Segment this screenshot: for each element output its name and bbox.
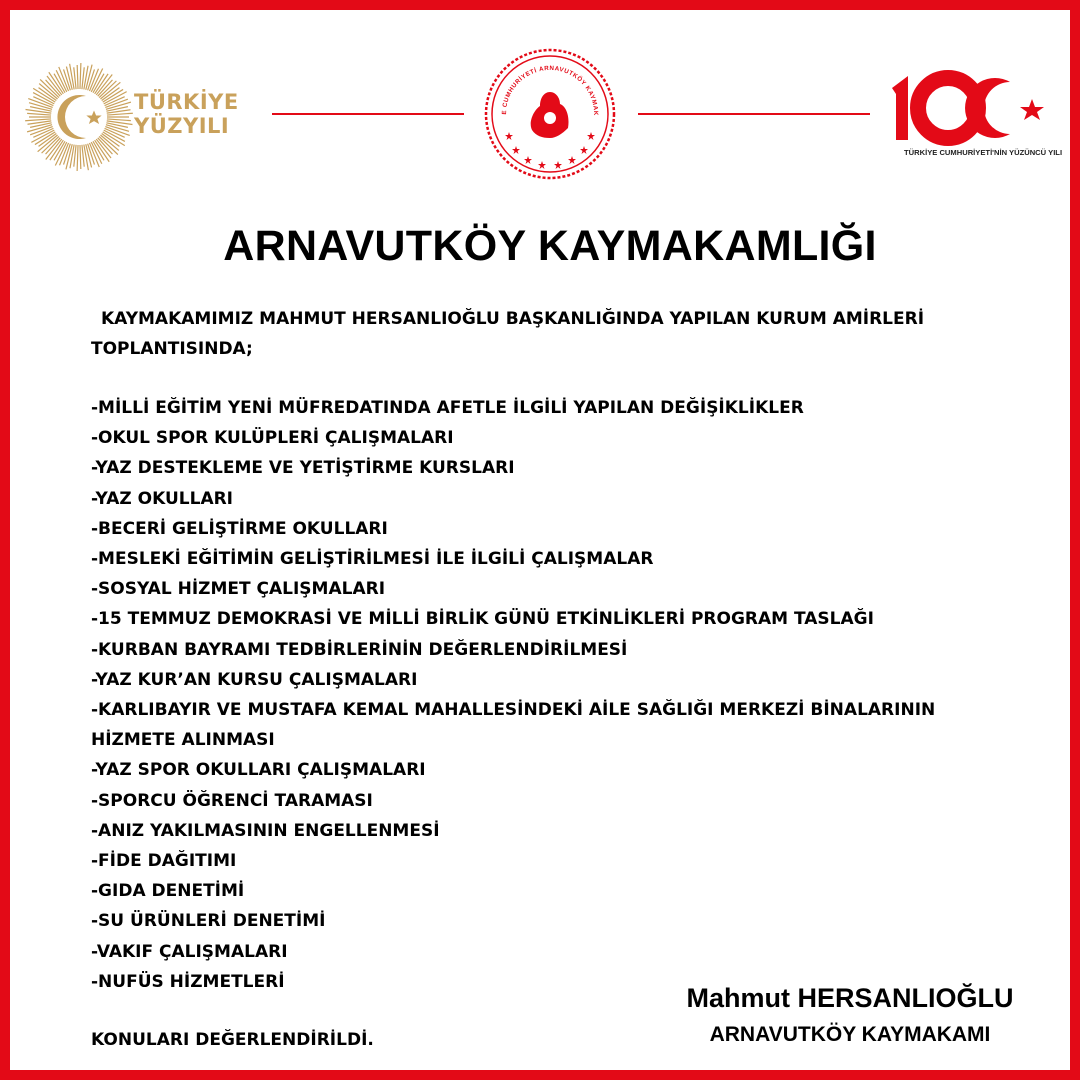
intro-paragraph: [91, 304, 1021, 364]
seal-text: E CUMHURİYETİ ARNAVUTKÖY KAYMAK: [500, 64, 600, 117]
list-item: -KURBAN BAYRAMI TEDBİRLERİNİN DEĞERLENDİRİLMESİ: [91, 639, 628, 660]
anniversary-caption: TÜRKİYE CUMHURİYETİ'NİN YÜZÜNCÜ YILI: [904, 148, 1063, 157]
sunburst-ray: [80, 63, 81, 89]
divider-left: [272, 113, 464, 115]
list-item: -MİLLİ EĞİTİM YENİ MÜFREDATINDA AFETLE İLGİLİ YAPILAN DEĞİŞİKLİKLER: [91, 398, 804, 418]
list-item: -MESLEKİ EĞİTİMİN GELİŞTİRİLMESİ İLE İLGİLİ ÇALIŞMALAR: [91, 549, 654, 570]
page-title: ARNAVUTKÖY KAYMAKAMLIĞI: [223, 222, 877, 270]
sunburst-ray: [107, 113, 133, 115]
sunburst-icon: [24, 62, 134, 172]
sunburst-ray: [80, 145, 81, 169]
list-item: -BECERİ GELİŞTİRME OKULLARI: [91, 518, 388, 539]
turkiye-yuzyili-logo: [24, 62, 254, 172]
list-item: -KARLIBAYIR VE MUSTAFA KEMAL MAHALLESİNDEKİ AİLE SAĞLIĞI MERKEZİ BİNALARININ: [91, 700, 936, 721]
agenda-list: [91, 393, 1026, 997]
intro-line-2: TOPLANTISINDA;: [91, 339, 253, 359]
sunburst-ray: [27, 113, 51, 115]
intro-line-1: KAYMAKAMIMIZ MAHMUT HERSANLIOĞLU BAŞKANLIĞINDA YAPILAN KURUM AMİRLERİ: [101, 309, 925, 329]
sunburst-ray: [25, 119, 51, 121]
divider-right: [638, 113, 870, 115]
sunburst-ray: [107, 119, 131, 121]
list-item: -VAKIF ÇALIŞMALARI: [91, 941, 288, 962]
list-item: HİZMETE ALINMASI: [91, 730, 275, 751]
list-item: -YAZ OKULLARI: [91, 488, 234, 509]
list-item: -GIDA DENETİMİ: [91, 881, 245, 902]
list-item: -ANIZ YAKILMASININ ENGELLENMESİ: [91, 820, 440, 841]
list-item: -NUFÜS HİZMETLERİ: [91, 971, 285, 992]
list-item: -YAZ SPOR OKULLARI ÇALIŞMALARI: [91, 760, 426, 781]
100th-anniversary-logo: [886, 66, 1063, 162]
list-item: -15 TEMMUZ DEMOKRASİ VE MİLLİ BİRLİK GÜNÜ ETKİNLİKLERİ PROGRAM TASLAĞI: [91, 609, 874, 630]
seal-icon: [482, 46, 618, 182]
list-item: -SPORCU ÖĞRENCİ TARAMASI: [91, 790, 373, 811]
list-item: -SU ÜRÜNLERİ DENETİMİ: [91, 911, 326, 932]
list-item: -SOSYAL HİZMET ÇALIŞMALARI: [91, 579, 386, 600]
signature-title: ARNAVUTKÖY KAYMAKAMI: [709, 1023, 991, 1046]
sunburst-ray: [77, 145, 78, 171]
signature-name: Mahmut HERSANLIOĞLU: [686, 983, 1014, 1013]
list-item: -YAZ DESTEKLEME VE YETİŞTİRME KURSLARI: [91, 458, 515, 479]
logo-text-line2: YÜZYILI: [134, 114, 230, 138]
list-item: -YAZ KUR’AN KURSU ÇALIŞMALARI: [91, 669, 418, 690]
logo-text-line1: TÜRKİYE: [134, 90, 239, 114]
sunburst-ray: [77, 65, 78, 89]
kaymakamlik-seal: [482, 46, 618, 182]
list-item: -OKUL SPOR KULÜPLERİ ÇALIŞMALARI: [91, 428, 454, 449]
closing-text: KONULARI DEĞERLENDİRİLDİ.: [91, 1030, 374, 1050]
list-item: -FİDE DAĞITIMI: [91, 851, 237, 872]
anniversary-100-icon: [886, 66, 1052, 146]
